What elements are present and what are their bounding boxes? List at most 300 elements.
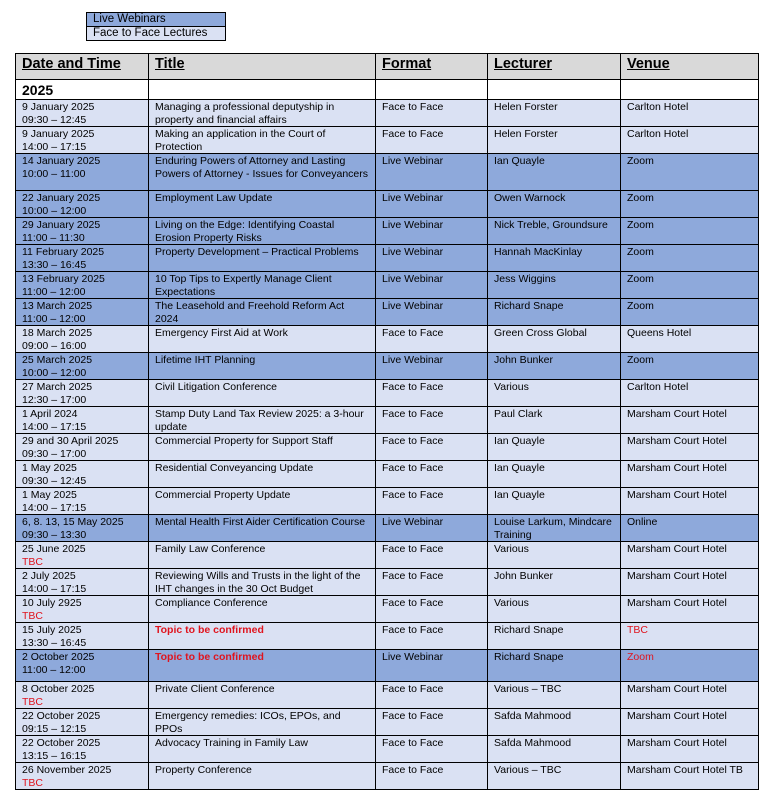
format-text: Live Webinar — [382, 219, 444, 231]
cell-title — [149, 191, 376, 218]
date-text: 10 July 2925 — [22, 597, 82, 609]
venue-text: Zoom — [627, 246, 654, 258]
header-title: Title — [149, 54, 376, 80]
title-text: Civil Litigation Conference — [155, 381, 277, 393]
cell-venue — [621, 353, 759, 380]
cell-venue — [621, 218, 759, 245]
title-text: Reviewing Wills and Trusts in the light of the IHT changes in the 30 Oct Budget — [155, 570, 361, 595]
format-text: Live Webinar — [382, 300, 444, 312]
cell-venue — [621, 380, 759, 407]
cell-format — [376, 623, 488, 650]
lecturer-text: Richard Snape — [494, 624, 564, 636]
cell-format — [376, 709, 488, 736]
cell-lecturer — [488, 100, 621, 127]
cell-date-time — [16, 154, 149, 191]
venue-text: Marsham Court Hotel — [627, 543, 727, 555]
time-text: 10:00 – 12:00 — [22, 204, 87, 217]
title-text: Residential Conveyancing Update — [155, 462, 314, 474]
date-text: 29 and 30 April 2025 — [22, 435, 119, 447]
lecturer-text: Hannah MacKinlay — [494, 246, 583, 258]
cell-lecturer — [488, 353, 621, 380]
time-text: 14:00 – 17:15 — [22, 140, 87, 153]
cell-lecturer — [488, 763, 621, 790]
cell-lecturer — [488, 623, 621, 650]
cell-date-time — [16, 353, 149, 380]
cell-lecturer — [488, 461, 621, 488]
time-text: 09:30 – 12:45 — [22, 474, 87, 487]
cell-format — [376, 326, 488, 353]
date-text: 13 March 2025 — [22, 300, 93, 312]
cell-format — [376, 434, 488, 461]
format-text: Face to Face — [382, 101, 444, 113]
cell-title — [149, 407, 376, 434]
cell-venue — [621, 434, 759, 461]
format-text: Face to Face — [382, 624, 444, 636]
title-text: Property Development – Practical Problems — [155, 246, 359, 258]
lecturer-text: Louise Larkum, Mindcare Training — [494, 516, 612, 541]
cell-lecturer — [488, 596, 621, 623]
lecturer-text: Paul Clark — [494, 408, 543, 420]
cell-venue — [621, 515, 759, 542]
title-text: Lifetime IHT Planning — [155, 354, 256, 366]
legend-live-webinars: Live Webinars — [87, 13, 225, 27]
table-row — [16, 682, 759, 709]
time-text: 09:30 – 12:45 — [22, 113, 87, 126]
lecturer-text: Safda Mahmood — [494, 737, 572, 749]
lecturer-text: Ian Quayle — [494, 489, 545, 501]
time-text: TBC — [22, 555, 43, 568]
table-row — [16, 380, 759, 407]
cell-date-time — [16, 218, 149, 245]
cell-title — [149, 380, 376, 407]
cell-venue — [621, 272, 759, 299]
cell-format — [376, 154, 488, 191]
title-text: 10 Top Tips to Expertly Manage Client Expectations — [155, 273, 332, 298]
cell-format — [376, 245, 488, 272]
lecturer-text: Helen Forster — [494, 101, 558, 113]
format-text: Live Webinar — [382, 155, 444, 167]
date-text: 6, 8. 13, 15 May 2025 — [22, 516, 124, 528]
title-text: Commercial Property Update — [155, 489, 291, 501]
cell-title — [149, 763, 376, 790]
year-label: 2025 — [16, 80, 149, 100]
cell-title — [149, 623, 376, 650]
date-text: 13 February 2025 — [22, 273, 105, 285]
format-text: Face to Face — [382, 597, 444, 609]
venue-text: Marsham Court Hotel — [627, 737, 727, 749]
cell-format — [376, 461, 488, 488]
cell-venue — [621, 736, 759, 763]
venue-text: Carlton Hotel — [627, 128, 689, 140]
table-row — [16, 650, 759, 682]
cell-date-time — [16, 542, 149, 569]
format-text: Face to Face — [382, 462, 444, 474]
cell-title — [149, 272, 376, 299]
format-text: Live Webinar — [382, 273, 444, 285]
venue-text: Marsham Court Hotel — [627, 570, 727, 582]
cell-lecturer — [488, 569, 621, 596]
date-text: 1 May 2025 — [22, 489, 77, 501]
cell-date-time — [16, 191, 149, 218]
title-text: Mental Health First Aider Certification Course — [155, 516, 366, 528]
format-text: Face to Face — [382, 489, 444, 501]
cell-lecturer — [488, 515, 621, 542]
title-text: Managing a professional deputyship in property and financial affairs — [155, 101, 335, 126]
venue-text: TBC — [627, 624, 648, 636]
table-row — [16, 218, 759, 245]
table-row — [16, 515, 759, 542]
cell-format — [376, 763, 488, 790]
cell-title — [149, 736, 376, 763]
cell-venue — [621, 596, 759, 623]
cell-date-time — [16, 763, 149, 790]
date-text: 2 July 2025 — [22, 570, 76, 582]
date-text: 9 January 2025 — [22, 128, 95, 140]
venue-text: Zoom — [627, 155, 654, 167]
cell-lecturer — [488, 245, 621, 272]
venue-text: Zoom — [627, 273, 654, 285]
date-text: 25 June 2025 — [22, 543, 86, 555]
cell-format — [376, 380, 488, 407]
format-text: Live Webinar — [382, 516, 444, 528]
title-text: Private Client Conference — [155, 683, 275, 695]
format-text: Live Webinar — [382, 354, 444, 366]
venue-text: Zoom — [627, 192, 654, 204]
cell-title — [149, 682, 376, 709]
date-text: 18 March 2025 — [22, 327, 93, 339]
cell-format — [376, 127, 488, 154]
title-text: The Leasehold and Freehold Reform Act 2024 — [155, 300, 345, 325]
lecturer-text: Ian Quayle — [494, 462, 545, 474]
table-row — [16, 736, 759, 763]
cell-title — [149, 488, 376, 515]
format-text: Face to Face — [382, 408, 444, 420]
title-text: Stamp Duty Land Tax Review 2025: a 3-hour update — [155, 408, 364, 433]
cell-venue — [621, 326, 759, 353]
cell-venue — [621, 682, 759, 709]
table-row — [16, 326, 759, 353]
venue-text: Marsham Court Hotel TB — [627, 764, 743, 776]
cell-lecturer — [488, 191, 621, 218]
cell-date-time — [16, 682, 149, 709]
cell-date-time — [16, 299, 149, 326]
cell-format — [376, 650, 488, 682]
table-row — [16, 623, 759, 650]
cell-venue — [621, 763, 759, 790]
cell-lecturer — [488, 682, 621, 709]
legend-face-to-face: Face to Face Lectures — [87, 27, 225, 40]
format-text: Live Webinar — [382, 651, 444, 663]
time-text: 13:15 – 16:15 — [22, 749, 87, 762]
cell-venue — [621, 154, 759, 191]
format-text: Face to Face — [382, 435, 444, 447]
lecturer-text: Green Cross Global — [494, 327, 587, 339]
cell-date-time — [16, 272, 149, 299]
lecturer-text: John Bunker — [494, 570, 553, 582]
time-text: 13:30 – 16:45 — [22, 258, 87, 271]
cell-date-time — [16, 515, 149, 542]
cell-format — [376, 407, 488, 434]
cell-format — [376, 542, 488, 569]
venue-text: Marsham Court Hotel — [627, 489, 727, 501]
cell-date-time — [16, 488, 149, 515]
cell-date-time — [16, 709, 149, 736]
cell-date-time — [16, 596, 149, 623]
time-text: 13:30 – 16:45 — [22, 636, 87, 649]
time-text: 09:00 – 16:00 — [22, 339, 87, 352]
cell-venue — [621, 542, 759, 569]
title-text: Employment Law Update — [155, 192, 273, 204]
cell-lecturer — [488, 326, 621, 353]
schedule-table — [15, 53, 759, 790]
cell-title — [149, 100, 376, 127]
cell-format — [376, 515, 488, 542]
date-text: 29 January 2025 — [22, 219, 101, 231]
cell-date-time — [16, 326, 149, 353]
lecturer-text: Ian Quayle — [494, 435, 545, 447]
table-row — [16, 461, 759, 488]
cell-title — [149, 650, 376, 682]
lecturer-text: Safda Mahmood — [494, 710, 572, 722]
cell-venue — [621, 299, 759, 326]
table-row — [16, 596, 759, 623]
format-text: Face to Face — [382, 570, 444, 582]
table-row — [16, 488, 759, 515]
header-format: Format — [376, 54, 488, 80]
date-text: 26 November 2025 — [22, 764, 112, 776]
cell-date-time — [16, 569, 149, 596]
cell-title — [149, 353, 376, 380]
cell-lecturer — [488, 709, 621, 736]
format-text: Face to Face — [382, 683, 444, 695]
table-row — [16, 569, 759, 596]
time-text: TBC — [22, 695, 43, 708]
cell-lecturer — [488, 272, 621, 299]
cell-date-time — [16, 127, 149, 154]
venue-text: Queens Hotel — [627, 327, 692, 339]
cell-title — [149, 326, 376, 353]
date-text: 1 May 2025 — [22, 462, 77, 474]
time-text: 11:00 – 12:00 — [22, 663, 86, 676]
format-text: Face to Face — [382, 764, 444, 776]
cell-format — [376, 218, 488, 245]
cell-title — [149, 569, 376, 596]
cell-format — [376, 191, 488, 218]
time-text: 09:30 – 13:30 — [22, 528, 87, 541]
time-text: 09:15 – 12:15 — [22, 722, 87, 735]
cell-title — [149, 218, 376, 245]
time-text: 10:00 – 11:00 — [22, 167, 86, 180]
date-text: 9 January 2025 — [22, 101, 95, 113]
cell-title — [149, 154, 376, 191]
cell-date-time — [16, 380, 149, 407]
format-text: Face to Face — [382, 737, 444, 749]
time-text: 12:30 – 17:00 — [22, 393, 87, 406]
date-text: 22 January 2025 — [22, 192, 101, 204]
cell-format — [376, 272, 488, 299]
cell-format — [376, 682, 488, 709]
lecturer-text: Various — [494, 543, 529, 555]
venue-text: Zoom — [627, 651, 654, 663]
table-row — [16, 127, 759, 154]
table-row — [16, 245, 759, 272]
title-text: Topic to be confirmed — [155, 651, 264, 663]
cell-lecturer — [488, 488, 621, 515]
cell-format — [376, 569, 488, 596]
cell-title — [149, 596, 376, 623]
cell-venue — [621, 407, 759, 434]
cell-lecturer — [488, 218, 621, 245]
lecturer-text: Ian Quayle — [494, 155, 545, 167]
lecturer-text: Various — [494, 381, 529, 393]
lecturer-text: Various – TBC — [494, 683, 562, 695]
cell-title — [149, 461, 376, 488]
table-row — [16, 100, 759, 127]
venue-text: Zoom — [627, 354, 654, 366]
date-text: 22 October 2025 — [22, 710, 101, 722]
date-text: 25 March 2025 — [22, 354, 93, 366]
cell-venue — [621, 127, 759, 154]
cell-venue — [621, 488, 759, 515]
cell-date-time — [16, 245, 149, 272]
venue-text: Marsham Court Hotel — [627, 408, 727, 420]
table-row — [16, 191, 759, 218]
venue-text: Marsham Court Hotel — [627, 710, 727, 722]
cell-format — [376, 100, 488, 127]
cell-format — [376, 596, 488, 623]
cell-format — [376, 299, 488, 326]
cell-venue — [621, 461, 759, 488]
lecturer-text: Helen Forster — [494, 128, 558, 140]
lecturer-text: Owen Warnock — [494, 192, 566, 204]
lecturer-text: John Bunker — [494, 354, 553, 366]
cell-format — [376, 736, 488, 763]
title-text: Commercial Property for Support Staff — [155, 435, 333, 447]
table-row — [16, 353, 759, 380]
title-text: Living on the Edge: Identifying Coastal Erosion Property Risks — [155, 219, 335, 244]
title-text: Compliance Conference — [155, 597, 268, 609]
cell-date-time — [16, 434, 149, 461]
cell-date-time — [16, 100, 149, 127]
lecturer-text: Jess Wiggins — [494, 273, 556, 285]
time-text: 14:00 – 17:15 — [22, 582, 87, 595]
cell-date-time — [16, 623, 149, 650]
cell-date-time — [16, 407, 149, 434]
table-row — [16, 407, 759, 434]
date-text: 22 October 2025 — [22, 737, 101, 749]
format-text: Live Webinar — [382, 192, 444, 204]
time-text: 11:00 – 12:00 — [22, 285, 86, 298]
cell-title — [149, 542, 376, 569]
venue-text: Carlton Hotel — [627, 381, 689, 393]
lecturer-text: Nick Treble, Groundsure — [494, 219, 608, 231]
lecturer-text: Richard Snape — [494, 651, 564, 663]
cell-title — [149, 515, 376, 542]
date-text: 8 October 2025 — [22, 683, 95, 695]
cell-lecturer — [488, 542, 621, 569]
time-text: 10:00 – 12:00 — [22, 366, 87, 379]
format-text: Live Webinar — [382, 246, 444, 258]
table-row — [16, 272, 759, 299]
cell-lecturer — [488, 127, 621, 154]
title-text: Enduring Powers of Attorney and Lasting Powers of Attorney - Issues for Conveyancers — [155, 155, 369, 180]
title-text: Emergency remedies: ICOs, EPOs, and PPOs — [155, 710, 341, 735]
header-date-time: Date and Time — [16, 54, 149, 80]
lecturer-text: Various – TBC — [494, 764, 562, 776]
lecturer-text: Various — [494, 597, 529, 609]
title-text: Family Law Conference — [155, 543, 266, 555]
cell-venue — [621, 100, 759, 127]
cell-lecturer — [488, 736, 621, 763]
date-text: 1 April 2024 — [22, 408, 78, 420]
time-text: TBC — [22, 776, 43, 789]
cell-title — [149, 709, 376, 736]
table-row — [16, 434, 759, 461]
cell-date-time — [16, 461, 149, 488]
cell-lecturer — [488, 154, 621, 191]
year-row — [16, 80, 759, 100]
venue-text: Marsham Court Hotel — [627, 597, 727, 609]
header-lecturer: Lecturer — [488, 54, 621, 80]
cell-title — [149, 127, 376, 154]
cell-venue — [621, 623, 759, 650]
venue-text: Zoom — [627, 219, 654, 231]
cell-date-time — [16, 736, 149, 763]
cell-date-time — [16, 650, 149, 682]
title-text: Advocacy Training in Family Law — [155, 737, 308, 749]
table-row — [16, 763, 759, 790]
cell-format — [376, 353, 488, 380]
format-text: Face to Face — [382, 128, 444, 140]
venue-text: Marsham Court Hotel — [627, 435, 727, 447]
time-text: 11:00 – 11:30 — [22, 231, 85, 244]
date-text: 14 January 2025 — [22, 155, 101, 167]
format-text: Face to Face — [382, 543, 444, 555]
cell-format — [376, 488, 488, 515]
cell-venue — [621, 709, 759, 736]
cell-title — [149, 434, 376, 461]
date-text: 27 March 2025 — [22, 381, 93, 393]
title-text: Topic to be confirmed — [155, 624, 264, 636]
format-text: Face to Face — [382, 327, 444, 339]
venue-text: Online — [627, 516, 658, 528]
cell-venue — [621, 245, 759, 272]
time-text: 11:00 – 12:00 — [22, 312, 86, 325]
title-text: Emergency First Aid at Work — [155, 327, 288, 339]
table-row — [16, 709, 759, 736]
header-venue: Venue — [621, 54, 759, 80]
header-row — [16, 54, 759, 80]
table-row — [16, 154, 759, 191]
cell-title — [149, 245, 376, 272]
time-text: 14:00 – 17:15 — [22, 501, 87, 514]
time-text: 14:00 – 17:15 — [22, 420, 87, 433]
title-text: Property Conference — [155, 764, 252, 776]
venue-text: Zoom — [627, 300, 654, 312]
time-text: TBC — [22, 609, 43, 622]
title-text: Making an application in the Court of Protection — [155, 128, 326, 153]
venue-text: Carlton Hotel — [627, 101, 689, 113]
cell-lecturer — [488, 407, 621, 434]
venue-text: Marsham Court Hotel — [627, 462, 727, 474]
venue-text: Marsham Court Hotel — [627, 683, 727, 695]
cell-venue — [621, 650, 759, 682]
cell-lecturer — [488, 434, 621, 461]
format-text: Face to Face — [382, 710, 444, 722]
date-text: 15 July 2025 — [22, 624, 82, 636]
date-text: 11 February 2025 — [22, 246, 105, 258]
table-row — [16, 542, 759, 569]
